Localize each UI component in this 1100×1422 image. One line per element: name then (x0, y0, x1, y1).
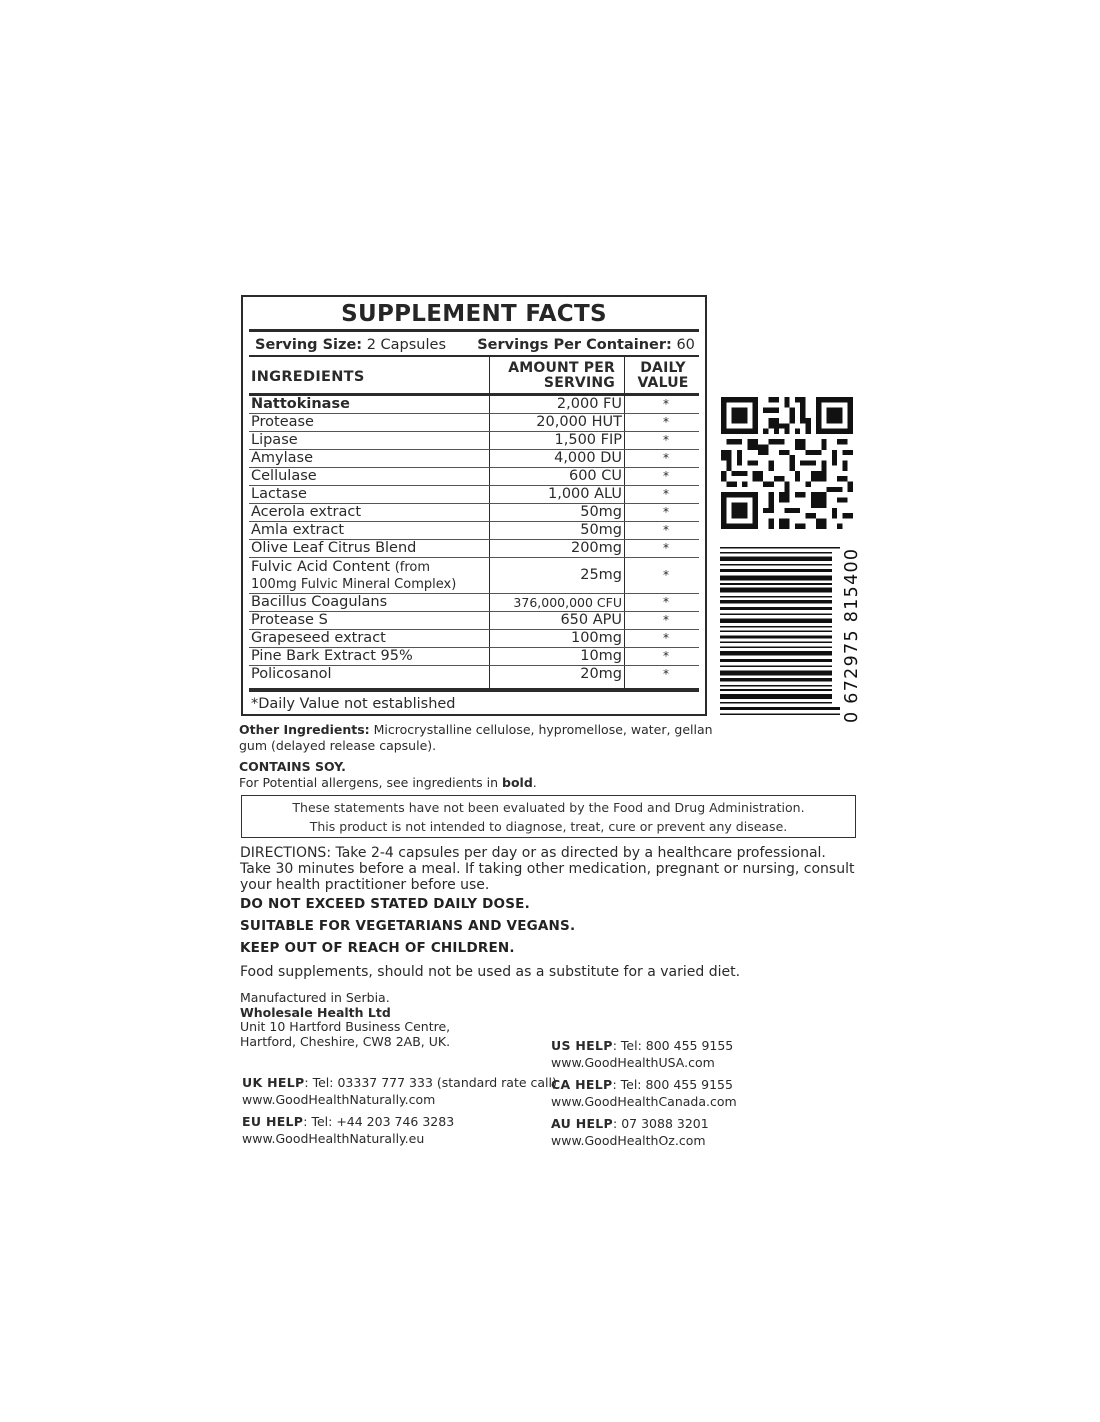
supplement-facts-panel (241, 295, 707, 716)
help-ca (551, 1076, 737, 1110)
manufacturer-company: Wholesale Health Ltd (240, 1004, 391, 1020)
table-row (249, 414, 699, 432)
contains-soy: CONTAINS SOY. (239, 759, 346, 774)
ingredient-amount: 20mg (580, 666, 622, 682)
ingredient-name: Pine Bark Extract 95% (251, 648, 413, 664)
header-amount-line1: AMOUNT PER (508, 360, 615, 376)
table-row (249, 558, 699, 594)
table-row (249, 648, 699, 666)
help-au-url[interactable]: www.GoodHealthOz.com (551, 1133, 706, 1148)
ingredient-name: Lipase (251, 432, 298, 448)
ingredient-amount: 200mg (570, 540, 622, 556)
help-us (551, 1037, 733, 1071)
help-ca-url[interactable]: www.GoodHealthCanada.com (551, 1094, 737, 1109)
ingredient-amount: 2,000 FU (556, 396, 622, 412)
allergen-note-suffix: . (532, 775, 537, 790)
ingredient-daily-value: * (663, 631, 669, 645)
help-us-label: US HELP (551, 1038, 613, 1053)
daily-value-footnote: *Daily Value not established (251, 696, 456, 712)
serving-info (255, 337, 695, 353)
ingredient-name: Bacillus Coagulans (251, 594, 388, 610)
ingredient-name: Amla extract (251, 522, 345, 538)
help-uk-url[interactable]: www.GoodHealthNaturally.com (242, 1092, 436, 1107)
ingredient-amount: 25mg (580, 567, 622, 583)
facts-title: SUPPLEMENT FACTS (341, 301, 607, 327)
header-amount-line2: SERVING (543, 375, 615, 391)
manufacturer-address-1: Unit 10 Hartford Business Centre, (240, 1019, 451, 1034)
ingredient-amount: 10mg (580, 648, 622, 664)
help-eu (242, 1113, 454, 1147)
ingredient-daily-value: * (663, 667, 669, 681)
serving-size-label: Serving Size: (255, 337, 363, 353)
table-row (249, 432, 699, 450)
ingredient-daily-value: * (663, 433, 669, 447)
other-ingredients-label: Other Ingredients: (239, 722, 370, 737)
ingredient-daily-value: * (663, 595, 669, 609)
warning-dose: DO NOT EXCEED STATED DAILY DOSE. (240, 896, 530, 912)
fda-line-2: This product is not intended to diagnose, treat, cure or prevent any disease. (309, 819, 788, 834)
help-au-phone: : 07 3088 3201 (613, 1116, 709, 1131)
table-row (249, 540, 699, 558)
table-row (249, 522, 699, 540)
allergen-note (239, 775, 537, 791)
servings-per-container-label: Servings Per Container: (477, 337, 672, 353)
help-au (551, 1115, 709, 1149)
help-ca-phone: : Tel: 800 455 9155 (612, 1077, 733, 1092)
ingredient-daily-value: * (663, 415, 669, 429)
help-us-phone: : Tel: 800 455 9155 (612, 1038, 734, 1053)
ingredient-daily-value: * (663, 397, 669, 411)
ingredient-daily-value: * (663, 505, 669, 519)
help-eu-phone: : Tel: +44 203 746 3283 (303, 1114, 455, 1129)
table-row (249, 450, 699, 468)
help-uk (242, 1074, 557, 1108)
allergen-note-bold: bold (502, 775, 533, 790)
table-row (249, 396, 699, 414)
ingredient-daily-value: * (663, 568, 669, 582)
ingredient-name: Olive Leaf Citrus Blend (251, 540, 417, 556)
qr-code (721, 397, 853, 529)
table-row (249, 504, 699, 522)
ingredient-amount: 1,500 FIP (554, 432, 622, 448)
help-uk-label: UK HELP (242, 1075, 305, 1090)
help-ca-label: CA HELP (551, 1077, 613, 1092)
ingredient-amount: 1,000 ALU (547, 486, 622, 502)
header-ingredients: INGREDIENTS (251, 369, 365, 385)
allergen-note-text: For Potential allergens, see ingredients in (239, 775, 502, 790)
fda-line-1: These statements have not been evaluated by the Food and Drug Administration. (292, 800, 805, 815)
ingredient-amount: 100mg (570, 630, 622, 646)
ingredient-amount: 600 CU (568, 468, 622, 484)
ingredient-name: Policosanol (251, 666, 332, 682)
ingredient-name: Protease (251, 414, 314, 430)
servings-per-container-value: 60 (676, 337, 695, 353)
help-au-label: AU HELP (551, 1116, 614, 1131)
ingredient-name: Amylase (251, 450, 314, 466)
ingredient-name: Protease S (251, 612, 328, 628)
table-row (249, 594, 699, 612)
header-daily-line1: DAILY (640, 360, 686, 376)
ingredient-name: Acerola extract (251, 504, 362, 520)
barcode-number: 0 672975 815400 (842, 547, 862, 723)
table-row (249, 486, 699, 504)
manufacturer-address-2: Hartford, Cheshire, CW8 2AB, UK. (240, 1033, 451, 1049)
manufacturer-info (240, 991, 450, 1049)
header-daily-line2: VALUE (637, 375, 689, 391)
ingredient-daily-value: * (663, 649, 669, 663)
ingredient-amount: 376,000,000 CFU (513, 595, 622, 610)
table-row (249, 612, 699, 630)
ingredient-daily-value: * (663, 469, 669, 483)
food-supplement-note: Food supplements, should not be used as a substitute for a varied diet. (240, 964, 741, 980)
ingredient-amount: 20,000 HUT (536, 414, 622, 430)
ingredient-amount: 50mg (580, 504, 622, 520)
help-us-url[interactable]: www.GoodHealthUSA.com (551, 1055, 715, 1070)
help-eu-label: EU HELP (242, 1114, 304, 1129)
warning-children: KEEP OUT OF REACH OF CHILDREN. (240, 940, 515, 956)
ingredient-name: Lactase (251, 486, 307, 502)
ingredient-amount: 650 APU (560, 612, 622, 628)
directions: DIRECTIONS: Take 2-4 capsules per day or as directed by a healthcare professional. Take 30 minutes before a meal. If taking other medication, pregnant or nursing, consult your health practitioner before use. (240, 845, 855, 893)
header-amount-per-serving (489, 361, 615, 391)
ingredient-name: Grapeseed extract (251, 630, 386, 646)
divider (249, 329, 699, 332)
table-row (249, 468, 699, 486)
divider (249, 688, 699, 692)
help-eu-url[interactable]: www.GoodHealthNaturally.eu (242, 1131, 425, 1146)
ingredient-name: Nattokinase (251, 396, 350, 412)
ingredient-daily-value: * (663, 613, 669, 627)
ingredient-name: Fulvic Acid Content (from 100mg Fulvic Mineral Complex) (251, 559, 457, 592)
serving-size-value: 2 Capsules (366, 337, 446, 353)
manufacturer-origin: Manufactured in Serbia. (240, 990, 390, 1005)
ingredient-amount: 50mg (580, 522, 622, 538)
other-ingredients (239, 722, 714, 754)
table-row (249, 630, 699, 648)
ingredient-daily-value: * (663, 523, 669, 537)
ingredient-name: Cellulase (251, 468, 317, 484)
help-uk-phone: : Tel: 03337 777 333 (standard rate call) (304, 1075, 557, 1090)
table-row (249, 666, 699, 683)
header-daily-value (631, 361, 695, 391)
ingredient-amount: 4,000 DU (554, 450, 622, 466)
warning-vegan: SUITABLE FOR VEGETARIANS AND VEGANS. (240, 918, 576, 934)
codes-panel (712, 385, 862, 723)
ingredient-daily-value: * (663, 487, 669, 501)
ingredient-daily-value: * (663, 451, 669, 465)
ingredient-daily-value: * (663, 541, 669, 555)
other-ingredients-text: Microcrystalline cellulose, hypromellose, water, gellan gum (delayed release capsule). (239, 722, 713, 753)
barcode (720, 545, 840, 715)
divider (249, 355, 699, 357)
fda-disclaimer (241, 795, 856, 838)
